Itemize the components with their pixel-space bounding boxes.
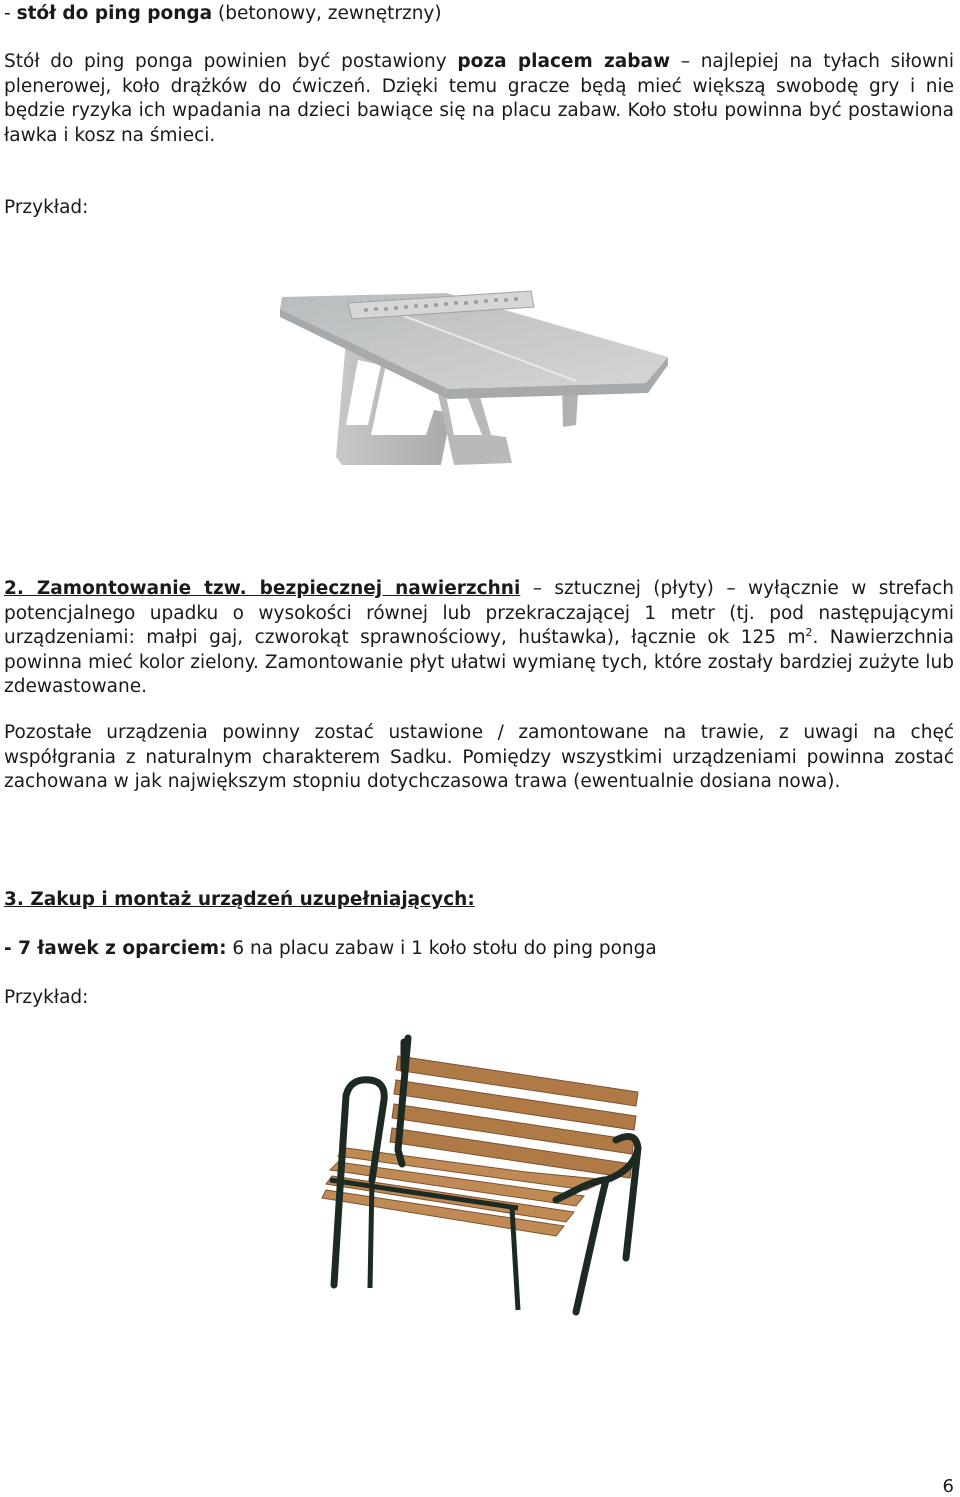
section-2-paragraph [4, 577, 954, 700]
paragraph-ping-pong [4, 50, 954, 148]
page-number: 6 [942, 1476, 954, 1497]
section-3-heading-text: 3. Zakup i montaż urządzeń uzupełniających: [4, 889, 475, 910]
paragraph-bold: poza placem zabaw [457, 51, 671, 72]
bench-icon [286, 1030, 666, 1318]
item-dash: - [4, 3, 17, 24]
item-benches-text: 6 na placu zabaw i 1 koło stołu do ping ponga [226, 938, 657, 959]
bench-image [286, 1030, 666, 1318]
item-subtitle: (betonowy, zewnętrzny) [212, 3, 442, 24]
ping-pong-table-icon [276, 285, 676, 475]
section-2-text: . Nawierzchnia powinna mieć kolor zielony. Zamontowanie płyt ułatwi wymianę tych, które zostały bardziej zużyte lub zdewastowane. [4, 627, 954, 697]
item-title: stół do ping ponga [16, 3, 213, 24]
example-label: Przykład: [4, 197, 89, 218]
paragraph-other-devices: Pozostałe urządzenia powinny zostać ustawione / zamontowane na trawie, z uwagi na chęć współgrania z naturalnym charakterem Sadku. Pomiędzy wszystkimi urządzeniami powinna zostać zachowana w jak największym stopniu dotychczasowa trawa (ewentualnie dosiana nowa). [4, 722, 954, 792]
paragraph-text: Stół do ping ponga powinien być postawiony [4, 51, 458, 72]
superscript: 2 [805, 626, 813, 639]
ping-pong-table-image [276, 285, 676, 475]
section-2-heading: 2. Zamontowanie tzw. bezpiecznej nawierzchni [4, 578, 521, 599]
item-ping-pong [4, 2, 954, 27]
item-benches [4, 937, 954, 962]
section-3-heading [4, 888, 954, 913]
section-2-text: – sztucznej (płyty) – wyłącznie w strefach potencjalnego upadku o wysokości równej lub przekraczającej 1 metr (tj. pod następującymi urządzeniami: małpi gaj, czworokąt sprawnościowy, huśtawka), łącznie ok 125 m [4, 578, 955, 648]
paragraph-text: – najlepiej na tyłach siłowni plenerowej, koło drążków do ćwiczeń. Dzięki temu gracze będą mieć większą swobodę gry i nie będzie ryzyka ich wpadania na dzieci bawiące się na placu zabaw. Koło stołu powinna być postawiona ławka i kosz na śmieci. [4, 51, 954, 146]
example-label: Przykład: [4, 987, 89, 1008]
item-benches-bold: - 7 ławek z oparciem: [4, 938, 227, 959]
